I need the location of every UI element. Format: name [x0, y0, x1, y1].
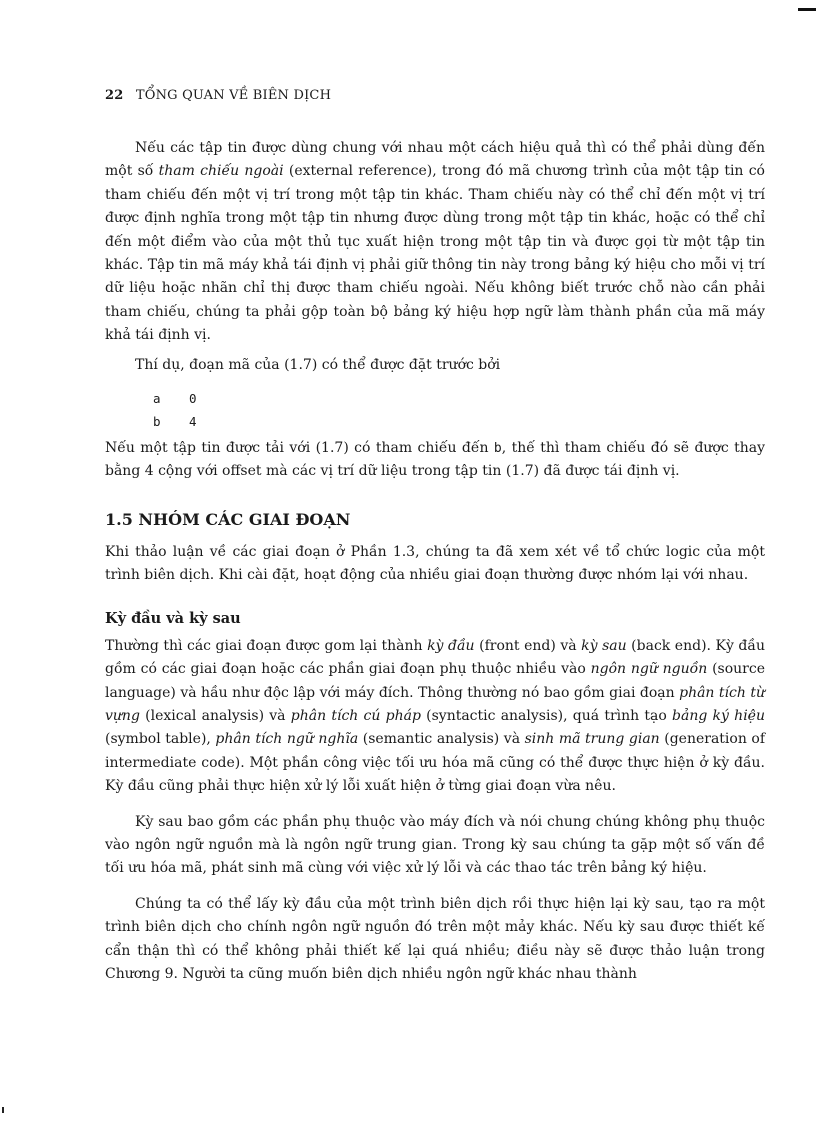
paragraph-grouping: Khi thảo luận về các giai đoạn ở Phần 1.3, chúng ta đã xem xét về tổ chức logic của một trình biên dịch. Khi cài đặt, hoạt động của nhiều giai đoạn thường được nhóm lại với nhau. [105, 543, 765, 584]
paragraph-front-back-end: Thường thì các giai đoạn được gom lại thành kỳ đầu (front end) và kỳ sau (back end). Kỳ đầu gồm có các giai đoạn hoặc các phần giai đoạn phụ thuộc nhiều vào ngôn ngữ nguồn (source language) và hầu như độc lập với máy đích. Thông thường nó bao gồm giai đoạn phân tích từ vựng (lexical analysis) và phân tích cú pháp (syntactic analysis), quá trình tạo bảng ký hiệu (symbol table), phân tích ngữ nghĩa (semantic analysis) và sinh mã trung gian (generation of intermediate code). Một phần công việc tối ưu hóa mã cũng có thể được thực hiện ở kỳ đầu. Kỳ đầu cũng phải thực hiện xử lý lỗi xuất hiện ở từng giai đoạn vừa nêu. [105, 637, 765, 795]
scan-corner-dot [2, 1107, 4, 1113]
scan-edge-mark [798, 8, 816, 11]
paragraph-back-end: Kỳ sau bao gồm các phần phụ thuộc vào máy đích và nói chung chúng không phụ thuộc vào ngôn ngữ nguồn mà là ngôn ngữ trung gian. Trong kỳ sau chúng ta gặp một số vấn đề tối ưu hóa mã, phát sinh mã cùng với việc xử lý lỗi và các thao tác trên bảng ký hiệu. [105, 813, 765, 877]
section-title: 1.5 NHÓM CÁC GIAI ĐOẠN [105, 509, 351, 529]
paragraph-example-intro: Thí dụ, đoạn mã của (1.7) có thể được đặt trước bởi [135, 356, 501, 373]
code-symbol: b [153, 414, 161, 430]
code-value: 0 [189, 391, 197, 407]
term-external-reference: tham chiếu ngoài [158, 163, 284, 180]
subsection-title: Kỳ đầu và kỳ sau [105, 609, 241, 627]
paragraph-retarget: Chúng ta có thể lấy kỳ đầu của một trình biên dịch rồi thực hiện lại kỳ sau, tạo ra một trình biên dịch cho chính ngôn ngữ nguồn đó trên một mảy khác. Nếu kỳ sau được thiết kế cẩn thận thì có thể không phải thiết kế lại quá nhiều; điều này sẽ được thảo luận trong Chương 9. Người ta cũng muốn biên dịch nhiều ngôn ngữ khác nhau thành [105, 895, 765, 982]
code-symbol: a [153, 391, 161, 407]
code-block [153, 387, 765, 433]
page-number: 22 [105, 88, 124, 103]
running-header [105, 88, 765, 103]
paragraph-relocation: Nếu một tập tin được tải với (1.7) có tham chiếu đến b, thế thì tham chiếu đó sẽ được thay bằng 4 cộng với offset mà các vị trí dữ liệu trong tập tin (1.7) đã được tái định vị. [105, 440, 765, 480]
code-line [153, 387, 765, 410]
book-page [105, 88, 765, 986]
code-value: 4 [189, 414, 197, 430]
paragraph-external-reference: Nếu các tập tin được dùng chung với nhau một cách hiệu quả thì có thể phải dùng đến một số tham chiếu ngoài (external reference), trong đó mã chương trình của một tập tin có tham chiếu đến một vị trí trong một tập tin khác. Tham chiếu này có thể chỉ đến một vị trí được định nghĩa trong một tập tin nhưng được dùng trong một tập tin khác, hoặc có thể chỉ đến một điểm vào của một thủ tục xuất hiện trong một tập tin và được gọi từ một tập tin khác. Tập tin mã máy khả tái định vị phải giữ thông tin này trong bảng ký hiệu cho mỗi vị trí dữ liệu hoặc nhãn chỉ thị được tham chiếu ngoài. Nếu không biết trước chỗ nào cần phải tham chiếu, chúng ta phải gộp toàn bộ bảng ký hiệu hợp ngữ làm thành phần của mã máy khả tái định vị. [105, 140, 765, 344]
running-title: TỔNG QUAN VỀ BIÊN DỊCH [135, 88, 332, 103]
code-line [153, 410, 765, 433]
code-ref-b: b [493, 441, 502, 457]
